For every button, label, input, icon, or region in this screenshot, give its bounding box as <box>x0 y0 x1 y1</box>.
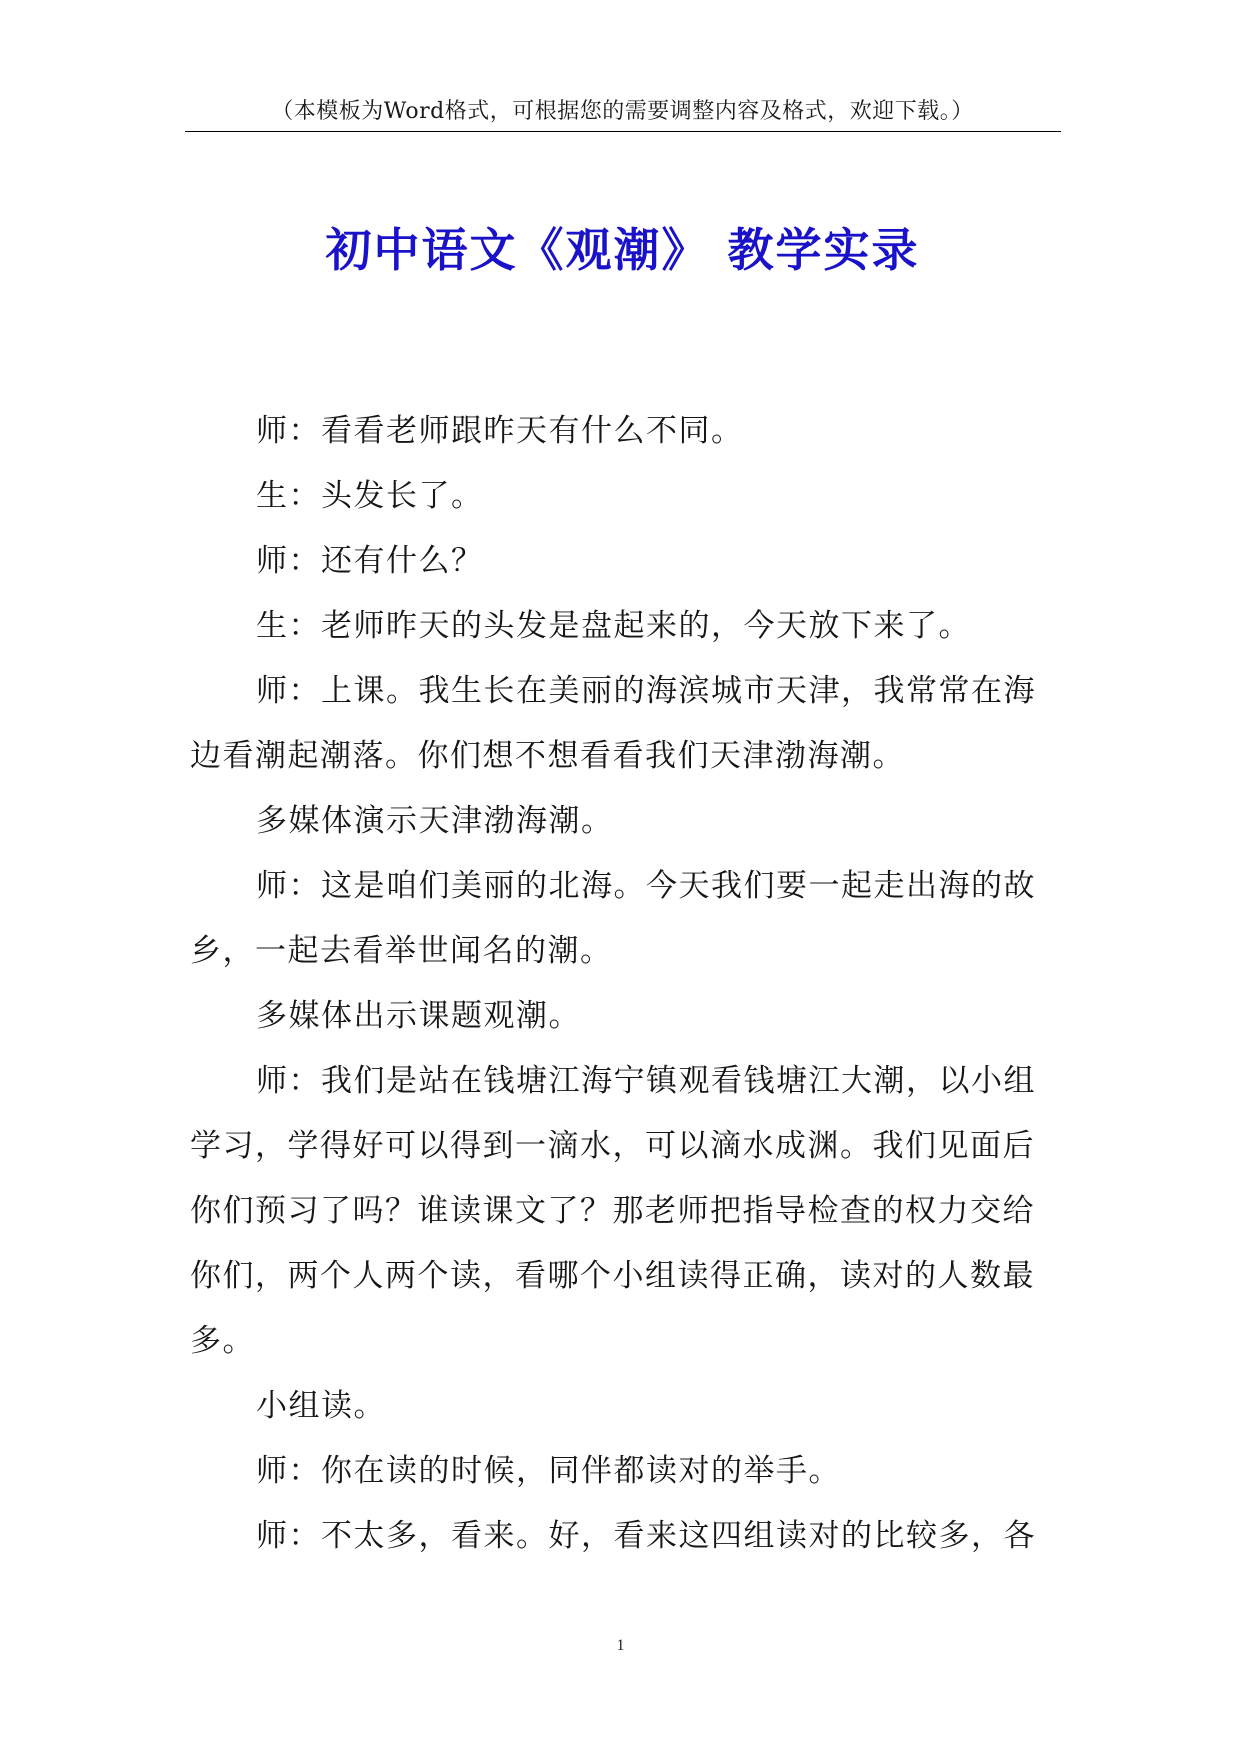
paragraph: 小组读。 <box>256 1388 386 1424</box>
paragraph: 师：我们是站在钱塘江海宁镇观看钱塘江大潮，以小组学习，学得好可以得到一滴水，可以滴水成渊。我们见面后你们预习了吗？谁读课文了？那老师把指导检查的权力交给你们，两个人两个读，看哪个小组读得正确，读对的人数最多。 <box>190 1063 1036 1359</box>
document-body <box>190 399 1058 1569</box>
document-title: 初中语文《观潮》 教学实录 <box>325 223 920 277</box>
paragraph: 多媒体出示课题观潮。 <box>256 998 581 1034</box>
paragraph: 多媒体演示天津渤海潮。 <box>256 803 614 839</box>
paragraph: 师：上课。我生长在美丽的海滨城市天津，我常常在海边看潮起潮落。你们想不想看看我们天津渤海潮。 <box>190 673 1036 774</box>
header-divider <box>185 131 1061 132</box>
paragraph: 师：这是咱们美丽的北海。今天我们要一起走出海的故乡，一起去看举世闻名的潮。 <box>190 868 1036 969</box>
paragraph: 师：看看老师跟昨天有什么不同。 <box>256 413 744 449</box>
paragraph: 生：头发长了。 <box>256 478 484 514</box>
paragraph: 师：你在读的时候，同伴都读对的举手。 <box>256 1453 841 1489</box>
paragraph: 生：老师昨天的头发是盘起来的，今天放下来了。 <box>256 608 971 644</box>
page-number: 1 <box>616 1637 625 1654</box>
paragraph: 师：还有什么？ <box>256 543 484 579</box>
paragraph: 师：不太多，看来。好，看来这四组读对的比较多，各 <box>256 1518 1036 1554</box>
template-note: （本模板为Word格式，可根据您的需要调整内容及格式，欢迎下载。） <box>271 99 974 124</box>
